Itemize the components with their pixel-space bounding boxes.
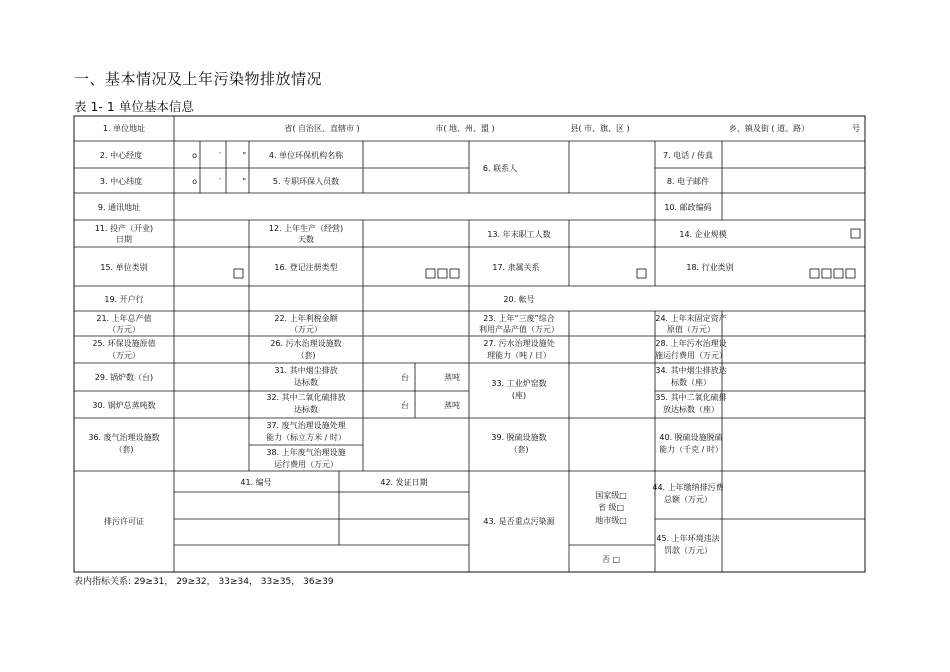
label-kiln-count-l1: 33. 工业炉窑数 bbox=[491, 379, 547, 388]
label-permit-number: 41. 编号 bbox=[240, 478, 272, 487]
label-so2-compliance-l1: 32. 其中二氧化硫排放 bbox=[266, 393, 346, 402]
addr-number: 号 bbox=[852, 124, 860, 133]
checkbox-enterprise-scale[interactable] bbox=[851, 229, 860, 238]
checkbox-register-type-1[interactable] bbox=[426, 269, 435, 278]
label-profit-tax-l1: 22. 上年利税金额 bbox=[274, 314, 338, 323]
label-production-days-l1: 12. 上年生产（经营) bbox=[268, 224, 344, 233]
label-start-date-l2: 日期 bbox=[116, 235, 132, 244]
label-so2-compliance-l2: 达标数 bbox=[294, 405, 318, 414]
label-boiler-tonnage: 30. 锅炉总蒸吨数 bbox=[92, 401, 156, 410]
label-account: 20. 帐号 bbox=[503, 295, 535, 304]
option-no[interactable]: 否 □ bbox=[601, 555, 621, 564]
label-wastewater-capacity-l2: 理能力（吨 / 日） bbox=[487, 351, 551, 360]
label-desulf-capacity-l2: 能力（千克 / 时） bbox=[659, 445, 723, 454]
addr-county: 县( 市、旗、区 ) bbox=[570, 124, 630, 133]
label-unit-address: 1. 单位地址 bbox=[102, 124, 146, 133]
label-dust-compliance-l2: 达标数 bbox=[294, 378, 318, 387]
label-boiler-count: 29. 锅炉数（台) bbox=[94, 373, 154, 382]
label-kiln-dust-l1: 34. 其中烟尘排放达 bbox=[655, 366, 727, 375]
label-key-polluter: 43. 是否重点污染源 bbox=[483, 517, 555, 526]
label-affiliation: 17. 隶属关系 bbox=[492, 263, 540, 272]
lat-degree-mark: o bbox=[192, 177, 197, 186]
option-national[interactable]: 国家级□ bbox=[595, 491, 627, 500]
table-caption: 表 1- 1 单位基本信息 bbox=[74, 99, 194, 114]
label-profit-tax-l2: （万元） bbox=[290, 325, 322, 334]
label-waste-utilization-l1: 23. 上年“三废”综合 bbox=[483, 314, 555, 323]
label-fixed-assets-l2: 原值（万元） bbox=[667, 325, 715, 334]
label-env-agency-name: 4. 单位环保机构名称 bbox=[268, 151, 344, 160]
label-env-facility-value-l2: （万元） bbox=[108, 351, 140, 360]
checkbox-industry-4[interactable] bbox=[846, 269, 855, 278]
checkbox-industry-2[interactable] bbox=[822, 269, 831, 278]
lon-minute-mark: ′ bbox=[219, 151, 221, 160]
lat-minute-mark: ′ bbox=[219, 177, 221, 186]
lon-second-mark: " bbox=[242, 151, 246, 160]
label-register-type: 16. 登记注册类型 bbox=[274, 263, 338, 272]
label-kiln-so2-l1: 35. 其中二氧化硫排 bbox=[655, 393, 727, 402]
label-mailing-address: 9. 通讯地址 bbox=[97, 203, 141, 212]
label-fixed-assets-l1: 24. 上年末固定资产 bbox=[655, 314, 727, 323]
label-total-output-l2: （万元） bbox=[108, 325, 140, 334]
checkbox-unit-category[interactable] bbox=[234, 269, 243, 278]
table-footnote: 表内指标关系: 29≥31， 29≥32， 33≥34， 33≥35， 36≥39 bbox=[74, 577, 334, 587]
label-gas-facilities-l1: 36. 废气治理设施数 bbox=[88, 433, 160, 442]
checkbox-register-type-3[interactable] bbox=[450, 269, 459, 278]
addr-province: 省( 自治区、直辖市 ) bbox=[284, 124, 360, 133]
label-wastewater-cost-l1: 28. 上年污水治理设 bbox=[655, 339, 727, 348]
addr-city: 市( 地、州、盟 ) bbox=[435, 124, 495, 133]
label-postcode: 10. 邮政编码 bbox=[664, 203, 712, 212]
lon-degree-mark: o bbox=[192, 151, 197, 160]
label-enterprise-scale: 14. 企业规模 bbox=[679, 230, 727, 239]
option-city[interactable]: 地市级□ bbox=[595, 516, 627, 525]
label-dust-compliance-l1: 31. 其中烟尘排放 bbox=[274, 366, 338, 375]
label-desulf-capacity-l1: 40. 脱硫设施脱硫 bbox=[659, 433, 723, 442]
label-kiln-count-l2: (座) bbox=[511, 391, 527, 400]
unit-steam-ton-1: 蒸吨 bbox=[444, 373, 460, 382]
addr-town: 乡、镇及街 ( 道、路） bbox=[728, 124, 810, 133]
label-env-fine-l1: 45. 上年环境违法 bbox=[656, 534, 720, 543]
label-waste-utilization-l2: 利用产品产值（万元） bbox=[479, 325, 559, 334]
label-phone-fax: 7. 电话 / 传真 bbox=[663, 151, 713, 160]
unit-tai-2: 台 bbox=[401, 401, 409, 410]
lat-second-mark: " bbox=[242, 177, 246, 186]
unit-steam-ton-2: 蒸吨 bbox=[444, 401, 460, 410]
label-kiln-dust-l2: 标数（座） bbox=[671, 378, 711, 387]
label-production-days-l2: 天数 bbox=[298, 235, 314, 244]
label-env-fine-l2: 罚款（万元） bbox=[664, 546, 712, 555]
checkbox-register-type-2[interactable] bbox=[438, 269, 447, 278]
checkbox-industry-1[interactable] bbox=[810, 269, 819, 278]
label-desulf-facilities-l2: （套) bbox=[509, 445, 529, 454]
section-title: 一、基本情况及上年污染物排放情况 bbox=[74, 70, 323, 88]
label-discharge-fee-l2: 总额（万元） bbox=[664, 495, 712, 504]
label-wastewater-capacity-l1: 27. 污水治理设施处 bbox=[483, 339, 555, 348]
option-provincial[interactable]: 省 级□ bbox=[597, 503, 625, 512]
label-wastewater-facilities-l1: 26. 污水治理设施数 bbox=[270, 339, 342, 348]
label-gas-capacity-l2: 能力（标立方米 / 时） bbox=[266, 433, 346, 442]
label-unit-category: 15. 单位类别 bbox=[100, 263, 148, 272]
label-discharge-permit: 排污许可证 bbox=[104, 517, 144, 526]
label-wastewater-cost-l2: 施运行费用（万元） bbox=[655, 351, 727, 360]
label-latitude: 3. 中心纬度 bbox=[99, 177, 143, 186]
label-email: 8. 电子邮件 bbox=[666, 177, 710, 186]
checkbox-affiliation[interactable] bbox=[637, 269, 646, 278]
label-env-facility-value-l1: 25. 环保设施原值 bbox=[92, 339, 156, 348]
label-discharge-fee-l1: 44. 上年缴纳排污费 bbox=[652, 483, 724, 492]
checkbox-industry-3[interactable] bbox=[834, 269, 843, 278]
label-gas-capacity-l1: 37. 废气治理设施处理 bbox=[266, 421, 346, 430]
label-employee-count: 13. 年末职工人数 bbox=[487, 230, 551, 239]
label-longitude: 2. 中心经度 bbox=[99, 151, 143, 160]
unit-tai-1: 台 bbox=[401, 373, 409, 382]
label-kiln-so2-l2: 放达标数（座） bbox=[663, 405, 719, 414]
label-industry: 18. 行业类别 bbox=[686, 263, 734, 272]
label-start-date-l1: 11. 投产（开业) bbox=[94, 224, 154, 233]
label-contact: 6. 联系人 bbox=[482, 164, 518, 173]
label-desulf-facilities-l1: 39. 脱硫设施数 bbox=[491, 433, 547, 442]
label-permit-issue-date: 42. 发证日期 bbox=[380, 478, 428, 487]
label-gas-facilities-l2: （套) bbox=[114, 445, 134, 454]
label-wastewater-facilities-l2: （套) bbox=[296, 351, 316, 360]
label-bank: 19. 开户行 bbox=[104, 295, 144, 304]
label-gas-cost-l1: 38. 上年废气治理设施 bbox=[266, 448, 346, 457]
label-env-staff-count: 5. 专职环保人员数 bbox=[272, 177, 340, 186]
label-gas-cost-l2: 运行费用（万元） bbox=[274, 460, 338, 469]
label-total-output-l1: 21. 上年总产值 bbox=[96, 314, 152, 323]
